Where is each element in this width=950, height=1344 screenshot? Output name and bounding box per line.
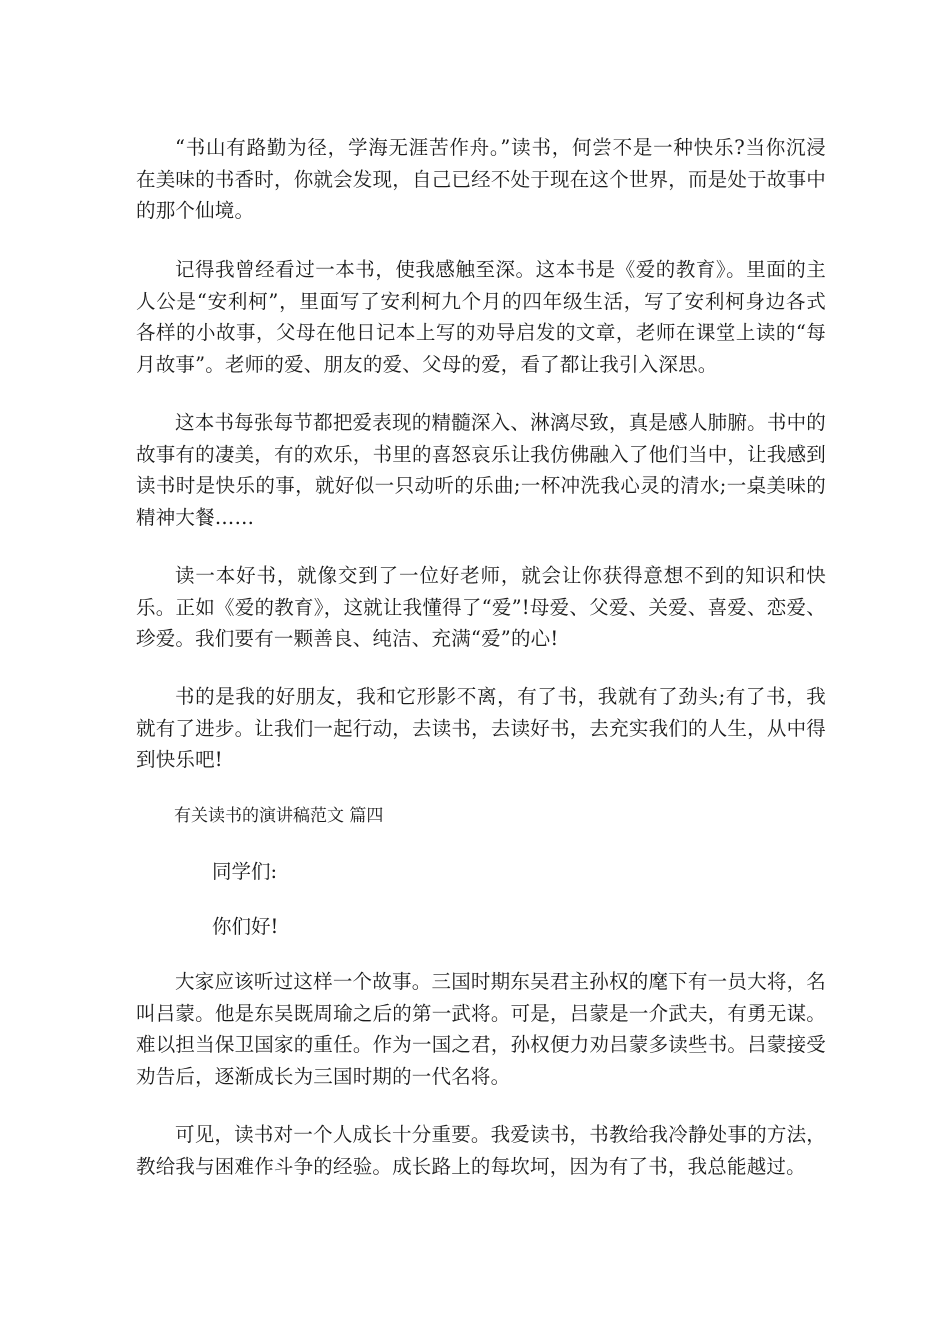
paragraph-lumeng-story: 大家应该听过这样一个故事。三国时期东吴君主孙权的麾下有一员大将，名叫吕蒙。他是东吴既周瑜之后的第一武将。可是，吕蒙是一介武夫，有勇无谋。难以担当保卫国家的重任。作为一国之君，孙权便力劝吕蒙多读些书。吕蒙接受劝告后，逐渐成长为三国时期的一代名将。	[136, 970, 826, 1088]
paragraph-book-love: 这本书每张每节都把爱表现的精髓深入、淋漓尽致，真是感人肺腑。书中的故事有的凄美，有的欢乐，书里的喜怒哀乐让我仿佛融入了他们当中，让我感到读书时是快乐的事，就好似一只动听的乐曲;一杯冲洗我心灵的清水;一桌美味的精神大餐……	[136, 411, 826, 529]
paragraph-book-friend: 书的是我的好朋友，我和它形影不离，有了书，我就有了劲头;有了书，我就有了进步。让我们一起行动，去读书，去读好书，去充实我们的人生，从中得到快乐吧!	[136, 685, 826, 771]
paragraph-reading-growth: 可见，读书对一个人成长十分重要。我爱读书，书教给我冷静处事的方法，教给我与困难作斗争的经验。成长路上的每坎坷，因为有了书，我总能越过。	[136, 1123, 826, 1178]
speech-salutation: 你们好!	[212, 915, 279, 938]
speech-greeting: 同学们:	[212, 860, 278, 883]
paragraph-book-memory: 记得我曾经看过一本书，使我感触至深。这本书是《爱的教育》。里面的主人公是“安利柯”，里面写了安利柯九个月的四年级生活，写了安利柯身边各式各样的小故事，父母在他日记本上写的劝导启发的文章，老师在课堂上读的“每月故事”。老师的爱、朋友的爱、父母的爱，看了都让我引入深思。	[136, 258, 826, 376]
paragraph-good-book: 读一本好书，就像交到了一位好老师，就会让你获得意想不到的知识和快乐。正如《爱的教育》，这就让我懂得了“爱”!母爱、父爱、关爱、喜爱、恋爱、珍爱。我们要有一颗善良、纯洁、充满“爱”的心!	[136, 564, 826, 650]
paragraph-reading-joy: “书山有路勤为径，学海无涯苦作舟。”读书，何尝不是一种快乐?当你沉浸在美味的书香时，你就会发现，自己已经不处于现在这个世界，而是处于故事中的那个仙境。	[136, 136, 826, 222]
section-heading: 有关读书的演讲稿范文 篇四	[174, 806, 384, 826]
